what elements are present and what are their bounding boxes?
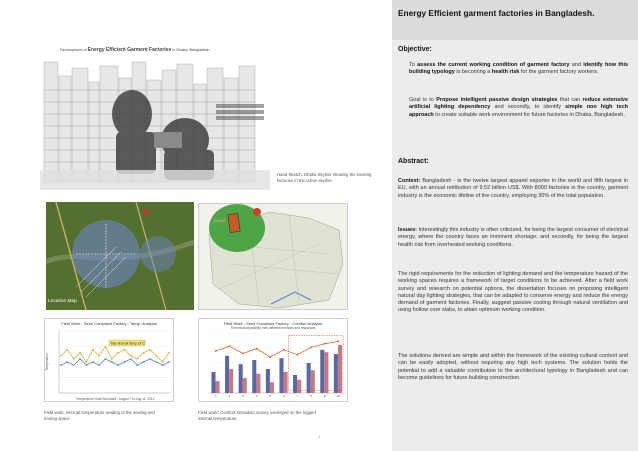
comfort-bar [284, 372, 288, 393]
temp-point [155, 361, 157, 363]
temp-chart-caption: Field work, internal temperature reading of the sewing and ironing space. [44, 410, 155, 421]
temp-point [92, 361, 94, 363]
comfort-bar [338, 345, 342, 393]
comfort-tick-label: 8 [310, 394, 312, 398]
comfort-bar [297, 380, 301, 393]
comfort-bar [279, 358, 283, 393]
temp-point [124, 361, 126, 363]
comfort-point [269, 356, 271, 358]
temp-chart-ylabel: Temperature [45, 353, 49, 371]
objective-paragraph-2: Goal is to Propose intelligent passive design strategies that can reduce extensive artificial lighting dependency and secondly, to identify simple non high tech approach to create suitable work environment for future factories in Dhaka, Bangladesh. [409, 97, 628, 118]
comfort-tick-label: 7 [296, 394, 299, 398]
abstract-context: Context: Bangladesh - is the twelve largest apparel exporter in the world and fifth largest in EU, with an annual retribution of 9.52 billion US$. With 8000 factories in the country, garment industry is the economic lifeline of the country, employing 30% of the total population. [398, 178, 628, 199]
temp-point [111, 361, 113, 363]
skyline-sketch [40, 40, 270, 190]
temp-point [60, 364, 62, 366]
comfort-bar [307, 363, 311, 393]
comfort-bar [216, 381, 220, 393]
temp-chart-title: Field Work - Semi Compliant Factory - Temp. Analysis [61, 321, 157, 326]
sketch-note: Hand Sketch, Dhaka Skyline showing the existing factories in the urban skyline. [277, 172, 372, 183]
comfort-point [256, 348, 258, 350]
temp-point [105, 358, 107, 360]
page-number: 1 [318, 434, 321, 439]
abstract-paragraph-3: The solutions derived are simple and within the framework of the existing cultural context and can be easily adopted, without requiring any high tech systems. The solution holds the potential to add a valuable contribution to the architectural typology in Bangladesh and can become guidelines for future building construction. [398, 353, 628, 381]
temp-point [111, 358, 113, 360]
temp-point [136, 364, 138, 366]
temp-point [98, 364, 100, 366]
location-map-satellite [46, 202, 194, 310]
temp-point [155, 355, 157, 357]
temp-chart-xlabel: Temperature Data Recorded - August 7 to Aug 11, 2011 [75, 397, 155, 401]
comfort-tick-label: 4 [255, 394, 258, 398]
temp-chart-canvas [45, 319, 174, 402]
comfort-tick-label: 6 [282, 394, 285, 398]
comfort-bar [229, 369, 233, 393]
temp-point [86, 361, 88, 363]
comfort-bar [293, 375, 297, 393]
title-band [392, 0, 638, 40]
temp-point [143, 352, 145, 354]
temp-point [79, 352, 81, 354]
comfort-chart-title: Field Work - Semi Compliant Factory - Comfort Analysis [223, 321, 323, 326]
comfort-bar [270, 382, 274, 393]
comfort-tick-label: 10 [336, 394, 340, 398]
comfort-line [216, 341, 338, 357]
comfort-bar [243, 378, 247, 393]
temp-point [117, 352, 119, 354]
temp-point [79, 358, 81, 360]
comfort-tick-label: 9 [323, 394, 326, 398]
comfort-bar [311, 370, 315, 393]
location-map-caption: Location Map [48, 299, 77, 304]
temp-point [168, 352, 170, 354]
temp-point [67, 361, 69, 363]
temp-point [130, 355, 132, 357]
comfort-tick-label: 1 [214, 394, 217, 398]
temp-point [149, 349, 151, 351]
comfort-chart-canvas [199, 319, 348, 402]
comfort-bar [252, 360, 256, 393]
page-title: Energy Efficient garment factories in Bangladesh. [398, 8, 595, 18]
comfort-bar [320, 350, 324, 393]
temp-point [86, 364, 88, 366]
comfort-point [283, 349, 285, 351]
savar-label: SAVAR [213, 218, 226, 223]
comfort-bar [239, 364, 243, 393]
comfort-tick-label: 5 [269, 394, 272, 398]
temp-point [162, 364, 164, 366]
temp-series-0 [61, 347, 169, 363]
temp-point [136, 358, 138, 360]
comfort-point [296, 354, 298, 356]
comfort-chart-subtitle: Thermal Acceptability from different methods and responses [230, 326, 316, 330]
comfort-bar [324, 352, 328, 393]
temperature-chart [44, 318, 174, 402]
temp-point [60, 355, 62, 357]
temp-point [67, 349, 69, 351]
comfort-bar [266, 369, 270, 393]
objective-paragraph-1: To assess the current working condition of garment factory and identify how this building typology is becoming a health risk for the garment factory workers. [409, 62, 629, 76]
temp-point [92, 349, 94, 351]
temp-point [149, 358, 151, 360]
temp-legend-label: Max Normal Temp 28°C [111, 341, 145, 346]
comfort-point [242, 352, 244, 354]
temp-point [98, 355, 100, 357]
sketch-title: Development of Energy Efficient Garment Factories in Dhaka, Bangladesh [60, 47, 210, 53]
abstract-issues: Issues: Interestingly this industry is often criticized, for being the largest consumer of electrical energy, where the country faces an imminent shortage; and secondly, for being the largest health risk from overheated working conditions. [398, 227, 629, 248]
comfort-bar [256, 374, 260, 393]
comfort-point [228, 345, 230, 347]
comfort-tick-label: 3 [242, 394, 244, 398]
temp-point [105, 346, 107, 348]
temp-point [73, 364, 75, 366]
temp-point [130, 358, 132, 360]
abstract-paragraph-2: The rigid requirements for the reduction of lighting demand and the temperature hazard of the working spaces requires a framework of target conditions to be achieved. After a field work survey and research on potential options, the dissertation focuses on proposing intelligent natural day lighting strategies, that can be adapted to conserve energy and reduce the energy demand of garment factories. Finally, suggest passive cooling through natural ventilation and using hollow core slabs, to attain optimum working condition. [398, 271, 628, 314]
comfort-point [324, 343, 326, 345]
temp-point [168, 361, 170, 363]
comfort-point [215, 350, 217, 352]
right-panel [392, 0, 638, 451]
temp-point [73, 358, 75, 360]
objective-heading: Objective: [398, 46, 432, 53]
temp-point [162, 361, 164, 363]
comfort-tick-label: 2 [228, 394, 231, 398]
comfort-point [337, 340, 339, 342]
abstract-heading: Abstract: [398, 158, 429, 165]
comfort-chart-caption: Field work: Comfort sensation survey overlayed on the logged internal temperature. [198, 410, 316, 421]
temp-point [117, 364, 119, 366]
comfort-bar [211, 372, 215, 393]
location-map-area [198, 203, 348, 310]
comfort-point [310, 346, 312, 348]
comfort-bar [334, 354, 338, 393]
temp-point [124, 349, 126, 351]
temp-point [143, 361, 145, 363]
comfort-chart [198, 318, 348, 402]
comfort-bar [225, 356, 229, 393]
